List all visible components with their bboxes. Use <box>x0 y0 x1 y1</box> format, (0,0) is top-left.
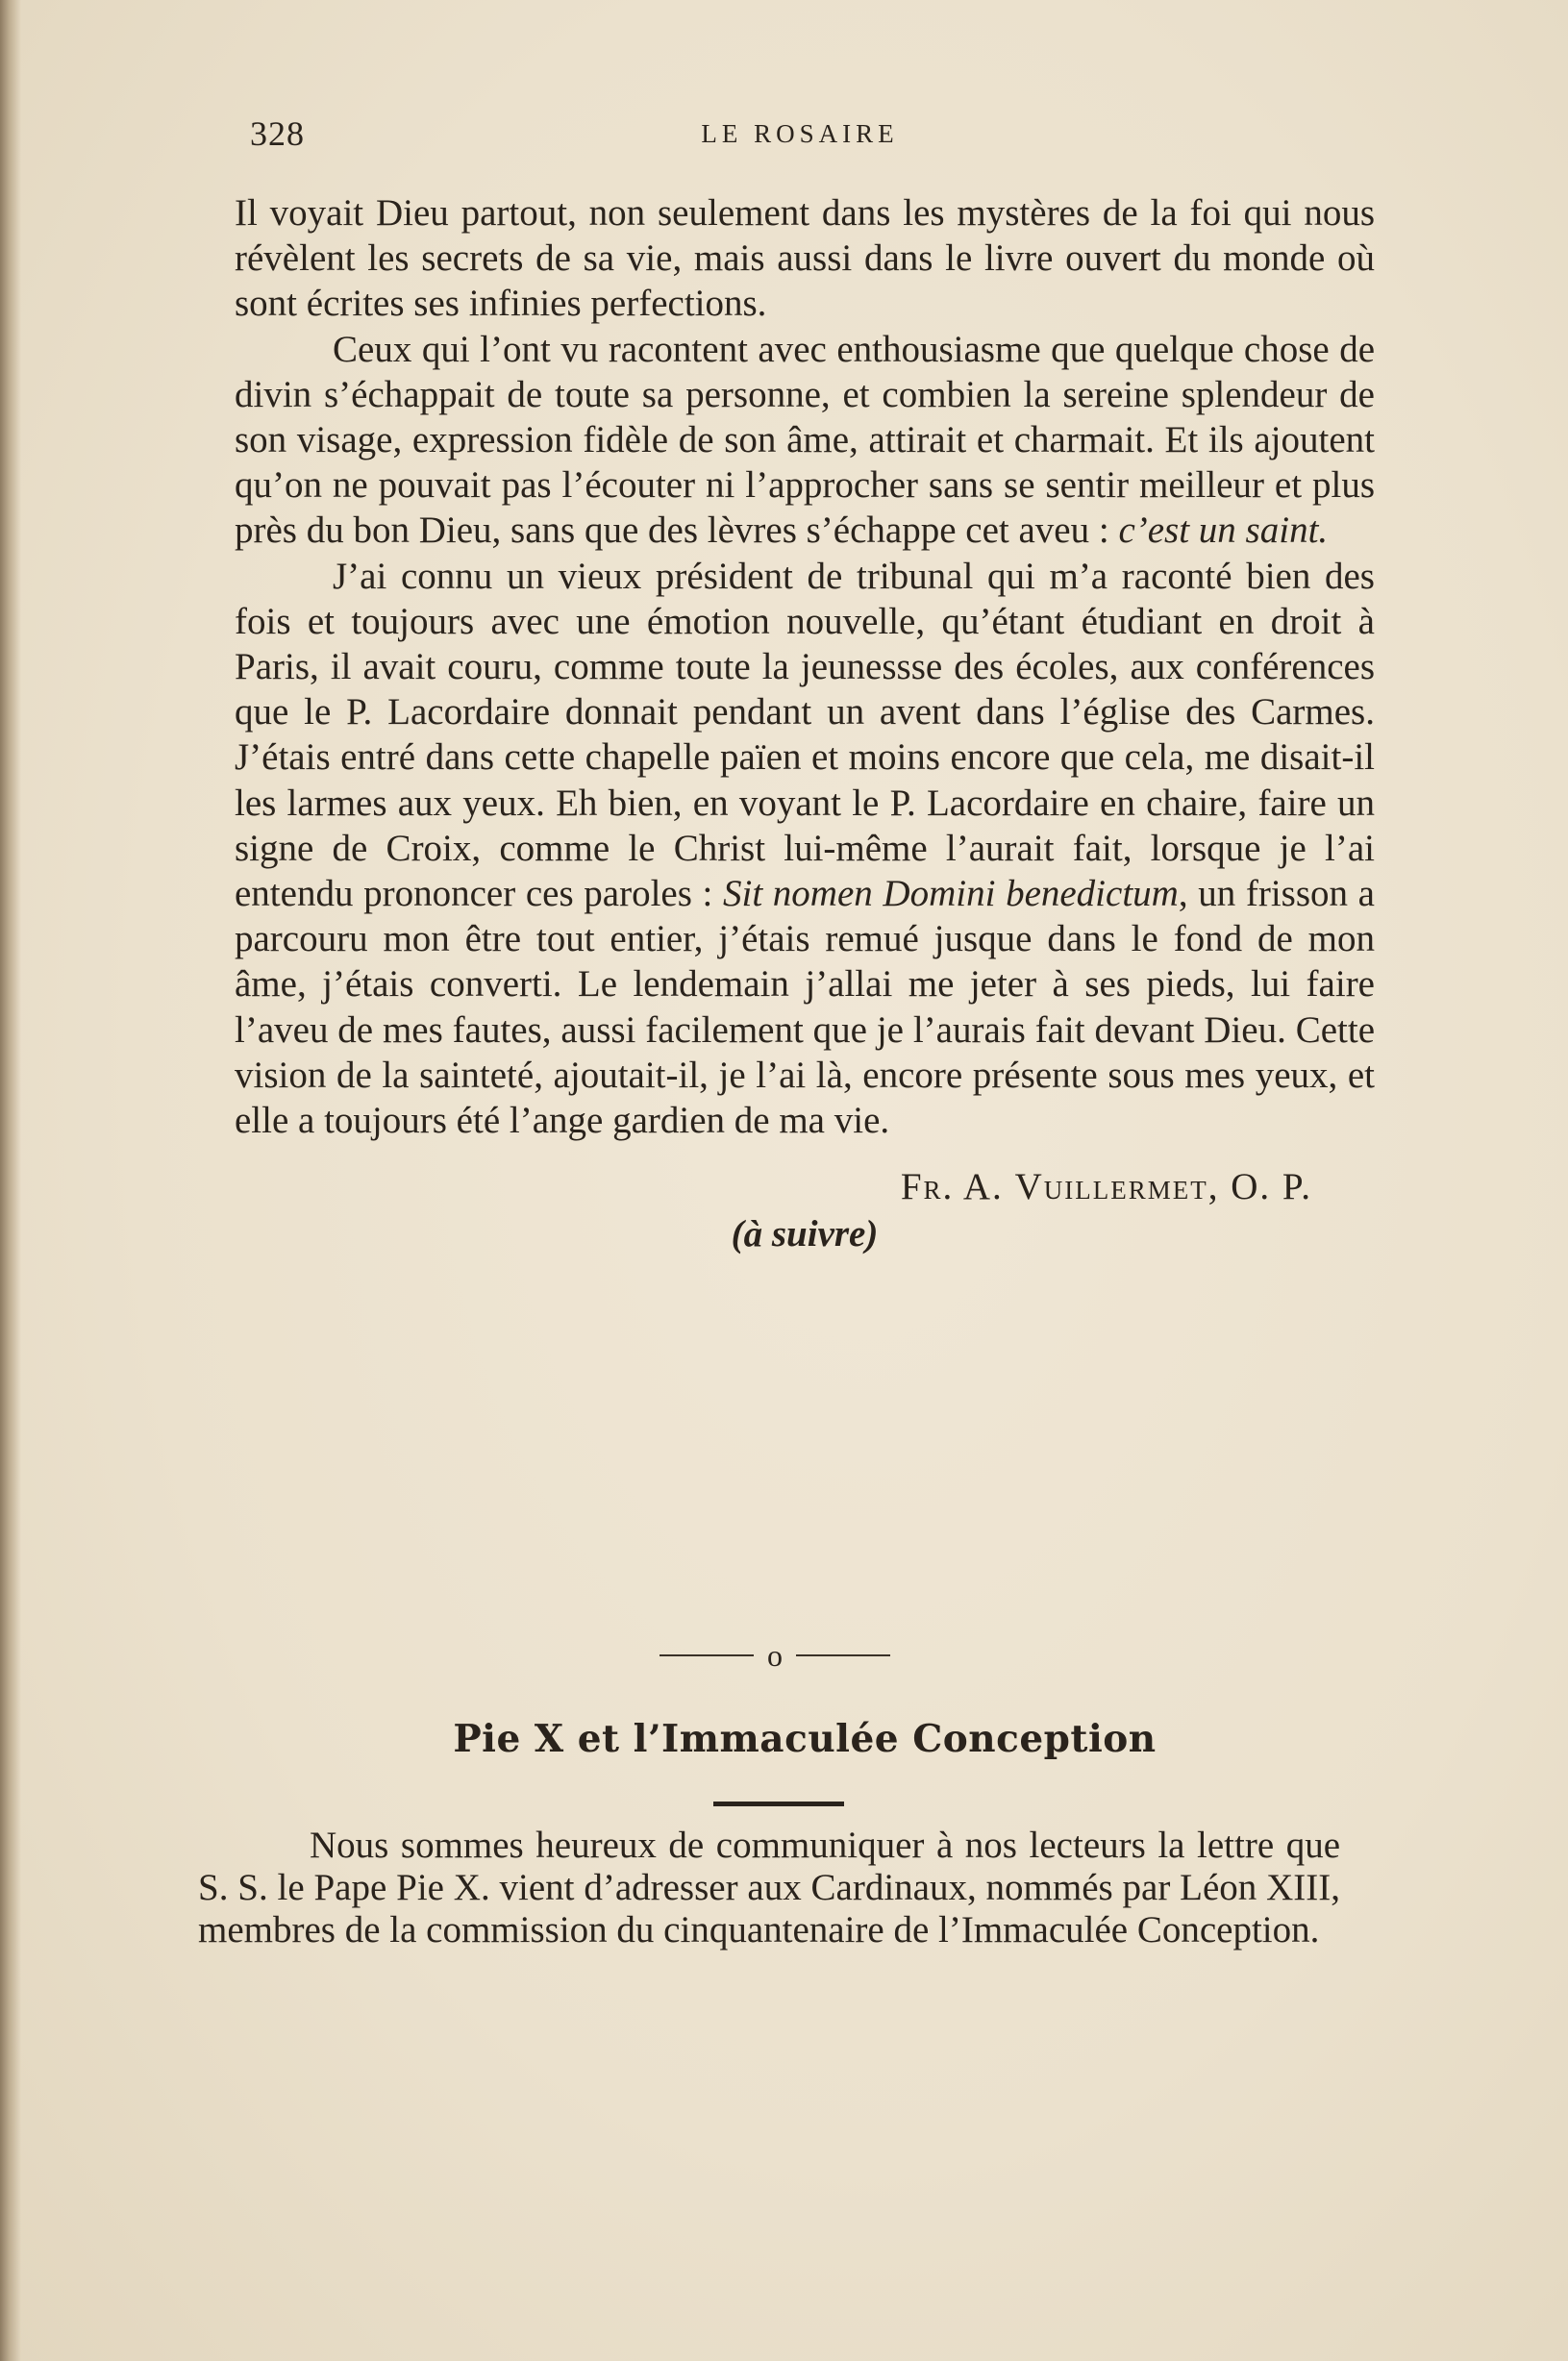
paragraph-3-text-a: J’ai connu un vieux président de tribunal qui m’a raconté bien des fois et toujours avec une émotion nouvelle, qu’étant étudiant en droit à Paris, il avait couru, comme toute la jeunessse des écoles, aux conférences que le P. Lacordaire donnait pendant un avent dans l’église des Carmes. J’étais entré dans cette chapelle païen et moins encore que cela, me disait-il les larmes aux yeux. Eh bien, en voyant le P. Lacordaire en chaire, faire un signe de Croix, comme le Christ lui-même l’aurait fait, lorsque je l’ai entendu prononcer ces paroles : <box>235 555 1375 915</box>
section-separator <box>660 1638 890 1673</box>
author-signature <box>235 1164 1375 1209</box>
separator-line-right <box>796 1654 890 1656</box>
separator-mark: o <box>767 1638 783 1673</box>
body-text <box>235 190 1375 1257</box>
signature-prefix: Fr. A. <box>900 1166 1004 1208</box>
paragraph-3-text-b: , un frisson a parcouru mon être tout entier, j’étais remué jusque dans le fond de mon âme, j’étais converti. Le lendemain j’allai me jeter à ses pieds, lui faire l’aveu de mes fautes, aussi facilement que je l’aurais fait devant Dieu. Cette vision de la sainteté, ajoutait-il, je l’ai là, encore présente sous mes yeux, et elle a toujours été l’ange gardien de ma vie. <box>235 873 1375 1142</box>
paragraph-2 <box>235 327 1375 554</box>
separator-line-left <box>660 1654 754 1656</box>
to-be-continued: (à suivre) <box>731 1213 879 1255</box>
signature-name: Vuillermet, <box>1014 1166 1220 1208</box>
page-header <box>233 113 1367 162</box>
article-paragraph-1: Nous sommes heureux de communiquer à nos lecteurs la lettre que S. S. le Pape Pie X. vient d’adresser aux Cardinaux, nommés par Léon XIII, membres de la commission du cinquantenaire de l’Immaculée Conception. <box>198 1825 1340 1951</box>
paragraph-3 <box>235 554 1375 1144</box>
signature-suffix: O. P. <box>1231 1166 1312 1208</box>
binding-shadow <box>0 0 21 2361</box>
article-title: Pie X et l’Immaculée Conception <box>453 1717 1157 1761</box>
paragraph-2-text: Ceux qui l’ont vu racontent avec enthousiasme que quelque chose de divin s’échappait de toute sa personne, et combien la sereine splendeur de son visage, expression fidèle de son âme, attirait et charmait. Et ils ajoutent qu’on ne pouvait pas l’écouter ni l’approcher sans se sentir meilleur et plus près du bon Dieu, sans que des lèvres s’échappe cet aveu : <box>235 328 1375 552</box>
page-number: 328 <box>250 114 305 153</box>
running-title: LE ROSAIRE <box>701 119 899 148</box>
paragraph-2-italic: c’est un saint. <box>1118 509 1329 552</box>
title-underline <box>713 1802 844 1806</box>
paragraph-1: Il voyait Dieu partout, non seulement dans les mystères de la foi qui nous révèlent les secrets de sa vie, mais aussi dans le livre ouvert du monde où sont écrites ses infinies perfections. <box>235 192 1375 325</box>
article-text <box>198 1825 1340 1951</box>
paragraph-3-italic: Sit nomen Domini benedictum <box>723 873 1179 915</box>
